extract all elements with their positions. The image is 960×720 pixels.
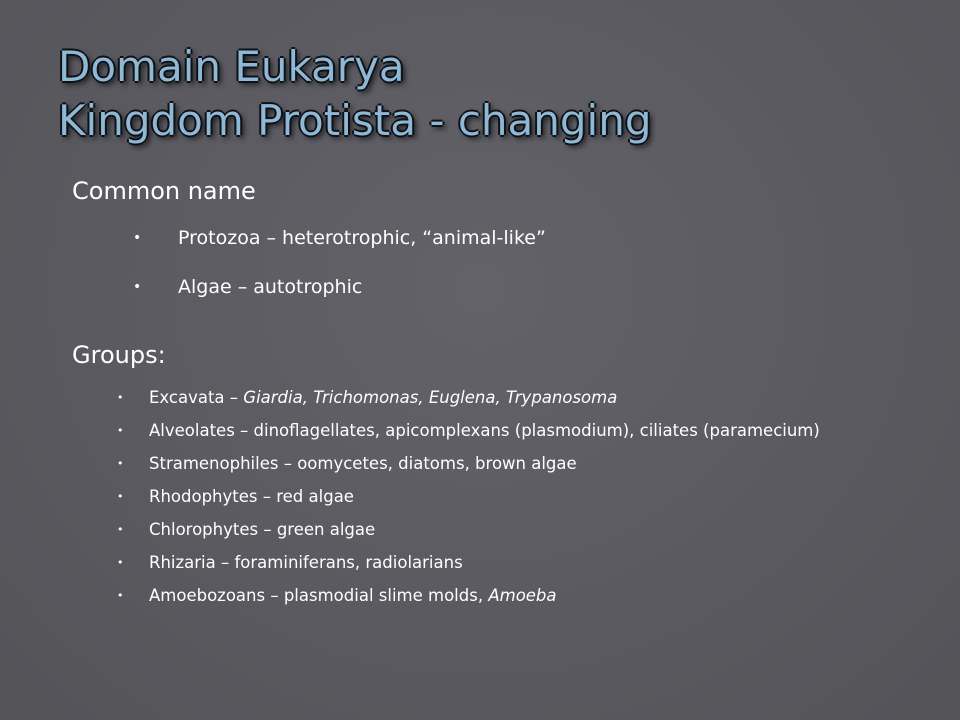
- group-name: Rhizaria – foraminiferans, radiolarians: [149, 553, 463, 572]
- list-item: [117, 585, 907, 607]
- list-item: [117, 453, 907, 475]
- group-name: Amoebozoans – plasmodial slime molds,: [149, 586, 489, 605]
- list-item: [117, 552, 907, 574]
- group-examples: Amoeba: [488, 586, 557, 605]
- list-item: [133, 274, 913, 300]
- title-line-2: Kingdom Protista - changing: [58, 96, 652, 145]
- groups-heading: Groups:: [72, 341, 166, 369]
- list-item: [133, 225, 913, 251]
- slide-title: [58, 40, 938, 148]
- bullet-icon: •: [133, 230, 142, 246]
- bullet-icon: •: [117, 391, 124, 404]
- group-name: Chlorophytes – green algae: [149, 520, 376, 539]
- list-item: [117, 486, 907, 508]
- bullet-icon: •: [117, 523, 124, 536]
- common-name-heading: Common name: [72, 177, 256, 205]
- common-name-list: [133, 225, 913, 323]
- bullet-icon: •: [117, 589, 124, 602]
- bullet-icon: •: [133, 279, 142, 295]
- bullet-icon: •: [117, 457, 124, 470]
- bullet-icon: •: [117, 424, 124, 437]
- group-name: Stramenophiles – oomycetes, diatoms, brown algae: [149, 454, 577, 473]
- group-examples: Giardia, Trichomonas, Euglena, Trypanosoma: [243, 388, 618, 407]
- list-item-text: Protozoa – heterotrophic, “animal-like”: [178, 227, 546, 249]
- groups-list: [117, 387, 907, 618]
- group-name: Excavata –: [149, 388, 244, 407]
- list-item: [117, 420, 907, 442]
- list-item: [117, 387, 907, 409]
- title-line-1: Domain Eukarya: [58, 42, 405, 91]
- list-item-text: Algae – autotrophic: [178, 276, 363, 298]
- bullet-icon: •: [117, 556, 124, 569]
- list-item: [117, 519, 907, 541]
- bullet-icon: •: [117, 490, 124, 503]
- group-name: Alveolates – dinoflagellates, apicomplexans (plasmodium), ciliates (paramecium): [149, 421, 820, 440]
- group-name: Rhodophytes – red algae: [149, 487, 354, 506]
